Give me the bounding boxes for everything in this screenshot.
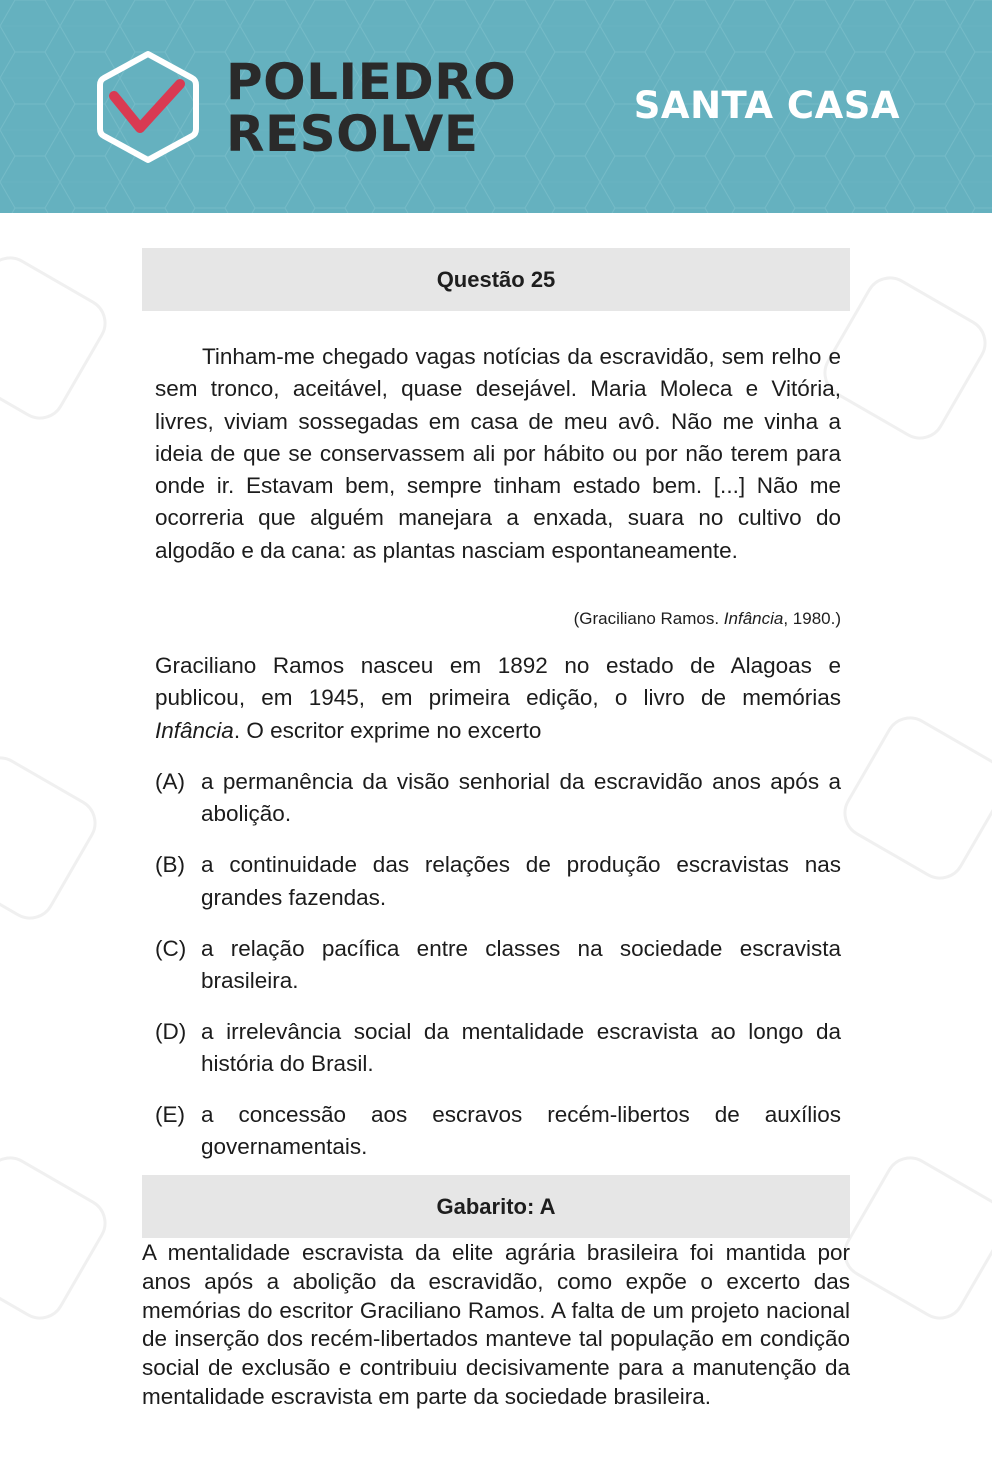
stem-text	[155, 650, 841, 747]
stem-work-title: Infância	[155, 717, 234, 743]
answer-options	[155, 766, 841, 1182]
question-title: Questão 25	[436, 267, 556, 292]
exam-name: SANTA CASA	[633, 84, 900, 127]
passage-text: Tinham-me chegado vagas notícias da escravidão, sem relho e sem tronco, aceitável, quase desejável. Maria Moleca e Vitória, livres, viviam sossegadas em casa de meu avô. Não me vinha a ideia de que se conservassem ali por hábito ou por não terem para onde ir. Estavam bem, sempre tinham estado bem. [...] Não me ocorreria que alguém manejara a enxada, suara no cultivo do algodão e da cana: as plantas nasciam espontaneamente.	[155, 344, 841, 563]
brand-logo-text	[226, 53, 517, 163]
option-d	[155, 1016, 841, 1081]
option-text: a relação pacífica entre classes na sociedade escravista brasileira.	[201, 935, 841, 993]
option-text: a concessão aos escravos recém-libertos de auxílios governamentais.	[201, 1102, 841, 1160]
hexagon-check-icon	[92, 48, 204, 166]
option-letter: (B)	[155, 852, 185, 878]
passage-citation	[574, 609, 841, 629]
answer-key-label: Gabarito: A	[436, 1194, 556, 1219]
citation-prefix: (Graciliano Ramos.	[573, 609, 724, 628]
option-a	[155, 766, 841, 831]
citation-work: Infância	[723, 609, 784, 628]
option-text: a permanência da visão senhorial da escravidão anos após a abolição.	[201, 769, 841, 827]
brand-line-2: RESOLVE	[226, 105, 479, 163]
page-header	[0, 0, 992, 213]
option-letter: (E)	[155, 1102, 185, 1128]
question-title-bar	[142, 248, 850, 311]
option-text: a continuidade das relações de produção escravistas nas grandes fazendas.	[201, 852, 841, 910]
option-c	[155, 933, 841, 998]
passage-excerpt	[155, 341, 841, 567]
option-letter: (D)	[155, 1018, 187, 1044]
question-stem	[155, 650, 841, 747]
citation-suffix: , 1980.)	[783, 609, 841, 628]
option-e	[155, 1099, 841, 1164]
answer-explanation	[142, 1239, 850, 1412]
brand-line-1: POLIEDRO	[226, 53, 517, 111]
answer-key-bar	[142, 1175, 850, 1238]
option-text: a irrelevância social da mentalidade escravista ao longo da história do Brasil.	[201, 1018, 841, 1077]
answer-explanation-text: A mentalidade escravista da elite agrária brasileira foi mantida por anos após a abolição da escravidão, como expõe o excerto das memórias do escritor Graciliano Ramos. A falta de um projeto nacional de inserção dos recém-libertados manteve tal população em condição social de exclusão e contribuiu decisivamente para a manutenção da mentalidade escravista em parte da sociedade brasileira.	[142, 1240, 850, 1409]
option-b	[155, 849, 841, 914]
option-letter: (C)	[155, 935, 187, 961]
stem-part-2: . O escritor exprime no excerto	[233, 717, 542, 743]
stem-part-1: Graciliano Ramos nasceu em 1892 no estado de Alagoas e publicou, em 1945, em primeira edição, o livro de memórias	[155, 653, 841, 711]
option-letter: (A)	[155, 769, 185, 794]
